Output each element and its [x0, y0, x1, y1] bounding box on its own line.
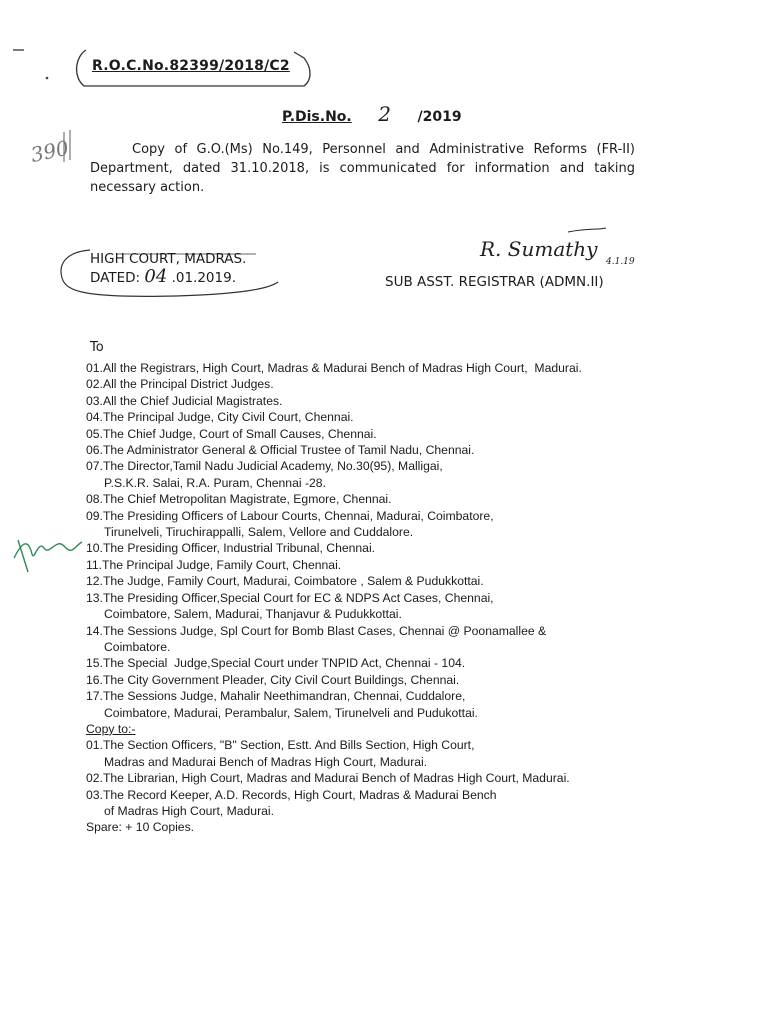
list-item	[86, 426, 686, 442]
list-item	[86, 376, 686, 392]
list-item-continuation: P.S.K.R. Salai, R.A. Puram, Chennai -28.	[104, 475, 326, 490]
list-item-continuation: Coimbatore, Salem, Madurai, Thanjavur & Pudukkottai.	[104, 607, 402, 622]
list-item	[86, 540, 686, 556]
pdis-suffix: /2019	[417, 109, 462, 125]
list-item-text: 17.The Sessions Judge, Mahalir Neethimandran, Chennai, Cuddalore,	[86, 689, 466, 704]
list-item	[86, 409, 686, 425]
list-item	[86, 770, 686, 786]
list-item	[86, 491, 686, 507]
list-item	[86, 573, 686, 589]
list-item-text: 16.The City Government Pleader, City Civil Court Buildings, Chennai.	[86, 672, 460, 687]
copy-to-label: Copy to:-	[86, 721, 136, 736]
list-item-text: 06.The Administrator General & Official Trustee of Tamil Nadu, Chennai.	[86, 443, 475, 458]
recipients-list	[86, 360, 686, 721]
place-and-date	[90, 250, 246, 287]
list-item-text: 03.The Record Keeper, A.D. Records, High Court, Madras & Madurai Bench	[86, 787, 497, 802]
list-item	[86, 557, 686, 573]
green-initial-mark	[8, 528, 88, 582]
dated-day-handwritten: 04	[144, 266, 168, 287]
list-item-text: 05.The Chief Judge, Court of Small Causes, Chennai.	[86, 426, 377, 441]
list-item	[86, 458, 686, 491]
signature-date: 4.1.19	[606, 257, 635, 267]
list-item	[86, 623, 686, 656]
stray-dot	[44, 66, 50, 85]
list-item-text: 12.The Judge, Family Court, Madurai, Coimbatore , Salem & Pudukkottai.	[86, 574, 484, 589]
list-item	[86, 442, 686, 458]
list-item	[86, 393, 686, 409]
dated-label: DATED:	[90, 270, 141, 286]
list-item-text: 02.All the Principal District Judges.	[86, 377, 274, 392]
list-item-continuation: of Madras High Court, Madurai.	[104, 803, 275, 818]
list-item-text: 13.The Presiding Officer,Special Court for EC & NDPS Act Cases, Chennai,	[86, 590, 494, 605]
list-item	[86, 360, 686, 376]
signature-name: R. Sumathy	[480, 237, 598, 261]
distribution-list	[86, 360, 686, 836]
body-paragraph: Copy of G.O.(Ms) No.149, Personnel and Administrative Reforms (FR-II) Department, dated 31.10.2018, is communicated for information and taking necessary action.	[90, 142, 635, 195]
list-item-text: 11.The Principal Judge, Family Court, Chennai.	[86, 557, 342, 572]
pdis-prefix: P.Dis.No.	[282, 109, 352, 125]
pdis-number	[282, 102, 462, 126]
dated-line	[90, 268, 236, 287]
list-item	[86, 787, 686, 820]
margin-pencil-note	[26, 118, 76, 172]
list-item-text: 04.The Principal Judge, City Civil Court, Chennai.	[86, 410, 354, 425]
list-item	[86, 672, 686, 688]
list-item	[86, 655, 686, 671]
list-item-continuation: Tirunelveli, Tiruchirappalli, Salem, Vellore and Cuddalore.	[104, 525, 414, 540]
list-item-continuation: Coimbatore, Madurai, Perambalur, Salem, Tirunelveli and Pudukottai.	[104, 705, 478, 720]
dated-rest: .01.2019.	[171, 270, 236, 286]
spare-copies: Spare: + 10 Copies.	[86, 820, 195, 835]
place-text: HIGH COURT, MADRAS.	[90, 251, 247, 267]
list-item-text: 01.The Section Officers, "B" Section, Estt. And Bills Section, High Court,	[86, 738, 475, 753]
list-item-text: 01.All the Registrars, High Court, Madras & Madurai Bench of Madras High Court, Madurai.	[86, 361, 582, 375]
list-item-continuation: Madras and Madurai Bench of Madras High Court, Madurai.	[104, 754, 428, 769]
list-item-text: 03.All the Chief Judicial Magistrates.	[86, 393, 283, 408]
list-item-text: 08.The Chief Metropolitan Magistrate, Egmore, Chennai.	[86, 492, 392, 507]
list-item-text: 15.The Special Judge,Special Court under TNPID Act, Chennai - 104.	[86, 656, 466, 671]
designation: SUB ASST. REGISTRAR (ADMN.II)	[385, 274, 604, 290]
pdis-handwritten-number: 2	[378, 102, 391, 126]
list-item-continuation: Coimbatore.	[104, 639, 171, 654]
signature	[478, 226, 648, 274]
list-item-text: 07.The Director,Tamil Nadu Judicial Academy, No.30(95), Malligai,	[86, 459, 443, 474]
list-item	[86, 590, 686, 623]
list-item	[86, 508, 686, 541]
list-item	[86, 688, 686, 721]
roc-number: R.O.C.No.82399/2018/C2	[92, 58, 290, 74]
list-item-text: 09.The Presiding Officers of Labour Courts, Chennai, Madurai, Coimbatore,	[86, 508, 494, 523]
list-item	[86, 737, 686, 770]
to-label: To	[90, 340, 104, 355]
list-item-text: 14.The Sessions Judge, Spl Court for Bomb Blast Cases, Chennai @ Poonamallee &	[86, 623, 547, 638]
list-item-text: 02.The Librarian, High Court, Madras and Madurai Bench of Madras High Court, Madurai.	[86, 771, 570, 786]
stray-mark	[12, 38, 26, 57]
margin-note-text: 390	[28, 135, 71, 168]
list-item-text: 10.The Presiding Officer, Industrial Tribunal, Chennai.	[86, 541, 376, 556]
copies-list	[86, 737, 686, 819]
